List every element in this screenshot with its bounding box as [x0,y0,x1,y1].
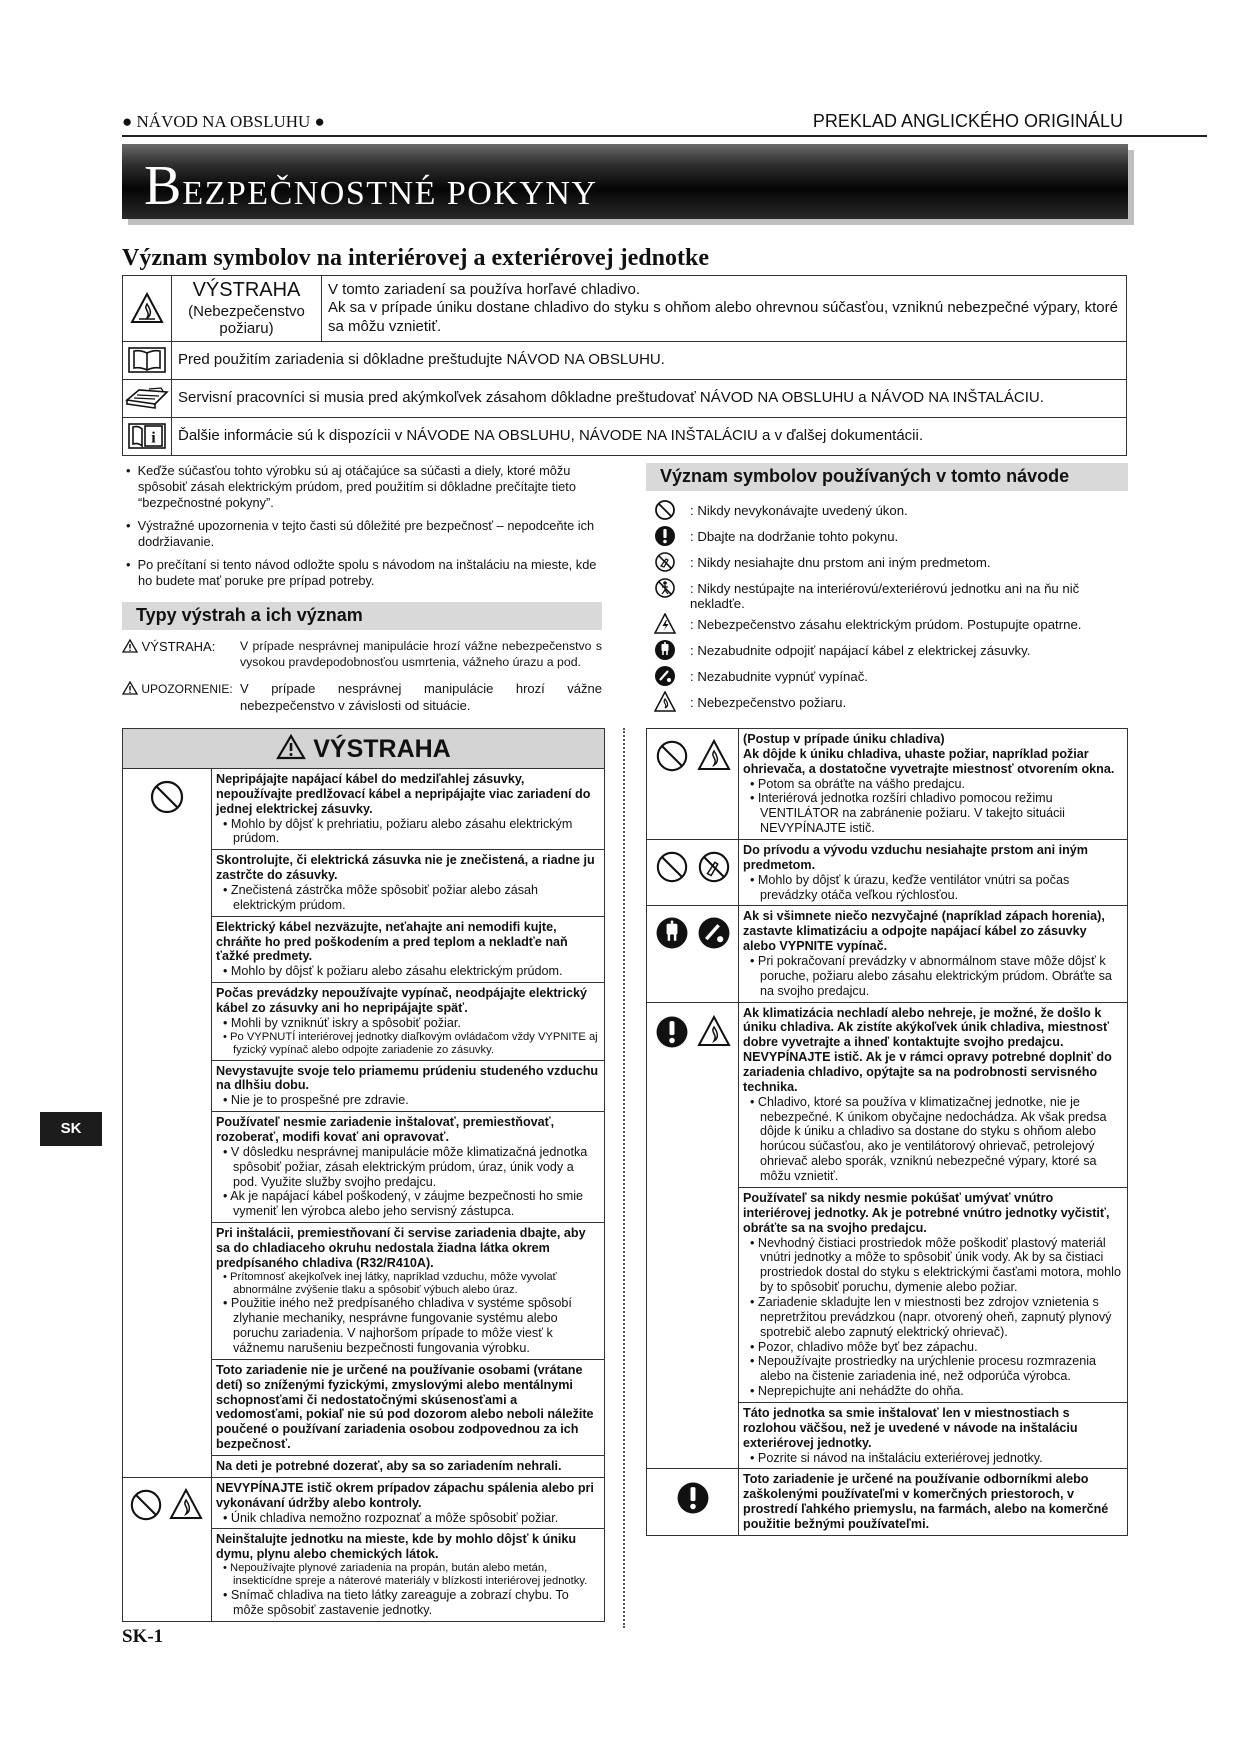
manual-symbols-title: Význam symbolov používaných v tomto návode [646,463,1128,491]
right-group1-icons [647,729,739,839]
manual-cell [123,341,172,379]
warning-item: Do prívodu a vývodu vzduchu nesiahajte prstom ani iným predmetom. • Mohlo by dôjsť k úrazu, keďže ventilátor vnútri sa počas prevádzky otáča veľkou rýchlosťou. [743,843,1088,902]
symbol-no-stepping: : Nikdy nestúpajte na interiérovú/exteriérovú jednotku ani na ňu nič nekladťe. [646,577,1128,613]
warning-box-right [646,728,1128,1536]
right-group-mandatory-fire [647,1003,1127,1470]
left-group-prohibited-fire [123,1478,604,1621]
type-caution [122,681,602,715]
fire-risk-icon [697,739,731,771]
symbol-fire-risk: : Nebezpečenstvo požiaru. [646,691,1128,717]
page-number: SK-1 [122,1626,164,1647]
warning-types [122,602,602,715]
no-fingers-icon [697,850,731,884]
prohibited-icon [129,1488,163,1522]
column-separator [623,728,625,1628]
switch-off-icon [654,665,676,687]
right-group2-items [739,840,1127,905]
type-caution-label: UPOZORNENIE: [122,681,233,698]
symbol-unplug: : Nezabudnite odpojiť napájací kábel z elektrickej zásuvky. [646,639,1128,665]
symbol-switch-off: : Nezabudnite vypnúť vypínač. [646,665,1128,691]
service-cell [123,379,172,417]
warning-item: Počas prevádzky nepoužívajte vypínač, neodpájajte elektrický kábel zo zásuvky ani ho nepripájajte späť. • Mohli by vzniknúť iskry a spôsobiť požiar. • Po VYPNUTÍ interiérovej jednotky diaľkovým ovládačom vždy VYPNITE aj fyzický vypínač alebo odpojte zariadenie zo zásuvky. [212,983,604,1060]
caution-triangle-icon [122,681,138,695]
warning-item: Na deti je potrebné dozerať, aby sa so zariadením nehrali. [216,1459,562,1474]
warning-item: Ak si všimnete niečo nezvyčajné (napríklad zápach horenia), zastavte klimatizáciu a odpojte napájací kábel zo zásuvky alebo VYPNITE vypínač. • Pri pokračovaní prevádzky v abnormálnom stave môže dôjsť k poruche, požiaru alebo zásahu elektrickým prúdom. Obráťte sa na svojho predajcu. [743,909,1112,998]
no-fingers-icon [654,551,676,573]
fire-risk-icon [654,691,676,713]
warning-item: Toto zariadenie je určené na používanie odborníkmi alebo zaškolenými používateľmi v komerčných priestoroch, v prostredí ľahkého priemyslu, na farmách, alebo na komerčné použitie bežnými používateľmi. [743,1472,1109,1531]
info-cell [123,417,172,455]
warning-types-title: Typy výstrah a ich význam [122,602,602,630]
warning-box-title: VÝSTRAHA [123,729,604,769]
type-warning [122,639,602,671]
warning-item: Používateľ sa nikdy nesmie pokúšať umývať vnútro interiérovej jednotky. Ak je potrebné vnútro jednotky vyčistiť, obráťte sa na svojho predajcu. • Nevhodný čistiaci prostriedok môže poškodiť plastový materiál vnútri jednotky a môže to spôsobiť únik vody. Ak by sa čistiaci prostriedok dostal do styku s elektrickými časťami motora, mohlo by to spôsobiť poruchu, dymenie alebo požiar. • Zariadenie skladujte len v miestnosti bez zdrojov vznietenia s nepretržitou prevádzkou (napr. otvorený oheň, zapnutý plynový spotrebič alebo zapnutý elektrický ohrievač). • Pozor, chladivo môže byť bez zápachu. • Nepoužívajte prostriedky na urýchlenie procesu rozmrazenia alebo na čistenie zariadenia iné, než odporúča výrobca. • Neprepichujte ani nehádžte do ohňa. [739,1188,1127,1403]
warning-item: Ak klimatizácia nechladí alebo nehreje, je možné, že došlo k úniku chladiva. Ak zistíte akýkoľvek únik chladiva, miestnosť dobre vyvetrajte a ihneď kontaktujte svojho predajcu. NEVYPÍNAJTE istič. Ak je v rámci opravy potrebné doplniť do zariadenia chladivo, opýtajte sa na podrobnosti servisného technika. • Chladivo, ktoré sa používa v klimatizačnej jednotke, nie je nebezpečné. K únikom obyčajne nedochádza. Ak však predsa dôjde k úniku a chladivo sa dostane do styku s ohňom alebo horúcou súčasťou, ako je ventilátorový ohrievač, petrolejový ohrievač alebo sporák, vzniknú nebezpečné výpary, ktoré sa môžu vznietiť. [739,1003,1127,1188]
prohibited-icon [149,779,185,815]
warning-label: VÝSTRAHA [192,279,301,301]
warning-item: Nevystavujte svoje telo priamemu prúdeniu studeného vzduchu na dlhšiu dobu. • Nie je to prospešné pre zdravie. [212,1061,604,1113]
info-book-icon [128,423,166,449]
warning-box-left [122,728,605,1622]
mandatory-icon [655,1015,689,1049]
warning-title-icon [276,734,306,760]
warning-item: Elektrický kábel nezväzujte, neťahajte ani nemodifi kujte, chráňte ho pred poškodením a pred teplom a nekladťe naň ťažké predmety. • Mohlo by dôjsť k požiaru alebo zásahu elektrickým prúdom. [212,917,604,983]
page-title-rest: EZPEČNOSTNÉ POKYNY [182,175,598,212]
right-group-fingers [647,840,1127,906]
fire-warning-cell [123,276,172,342]
manual-text: Pred použitím zariadenia si dôkladne preštudujte NÁVOD NA OBSLUHU. [172,341,1127,379]
left-group2-icons [123,1478,212,1621]
right-group4-icons [647,1003,739,1469]
intro-bullet-1: • Keďže súčasťou tohto výrobku sú aj otáčajúce sa súčasti a diely, ktoré môžu spôsobiť zásah elektrickým prúdom, pred použitím si dôkladne prečítajte tieto “bezpečnostné pokyny”. [126,463,576,510]
warning-item: (Postup v prípade úniku chladiva) Ak dôjde k úniku chladiva, uhaste požiar, napríklad požiar ohrievača, a dostatočne vyvetrajte miestnosť otvorením okna. • Potom sa obráťte na vášho predajcu. • Interiérová jednotka rozšíri chladivo pomocou režimu VENTILÁTOR na zabránenie požiaru. V takejto situácii NEVYPÍNAJTE istič. [743,732,1115,836]
switch-off-icon [697,916,731,950]
right-group-mandatory [647,1469,1127,1534]
prohibited-icon [655,739,689,773]
info-text: Ďalšie informácie sú k dispozícii v NÁVODE NA OBSLUHU, NÁVODE NA INŠTALÁCIU a v ďalšej dokumentácii. [172,417,1127,455]
warning-sub: (Nebezpečenstvo požiaru) [188,302,305,338]
symbol-prohibited: : Nikdy nevykonávajte uvedený úkon. [646,499,1128,525]
service-text: Servisní pracovníci si musia pred akýmkoľvek zásahom dôkladne preštudovať NÁVOD NA OBSLUHU a NÁVOD NA INŠTALÁCIU. [172,379,1127,417]
symbol-row-info [123,417,1127,455]
right-group5-icons [647,1469,739,1534]
unplug-icon [655,916,689,950]
language-tab: SK [40,1112,102,1146]
warning-label-cell [172,276,322,342]
intro-bullet-3: • Po prečítaní si tento návod odložte spolu s návodom na inštaláciu na mieste, kde ho budete mať poruke pre prípad potreby. [126,556,597,588]
symbol-electric-shock: : Nebezpečenstvo zásahu elektrickým prúdom. Postupujte opatrne. [646,613,1128,639]
right-group-leak [647,729,1127,840]
right-group3-icons [647,906,739,1001]
right-group2-icons [647,840,739,905]
warning-item: Skontrolujte, či elektrická zásuvka nie je znečistená, a riadne ju zastrčte do zásuvky. • Znečistená zástrčka môže spôsobiť požiar alebo zásah elektrickým prúdom. [212,850,604,916]
fire-risk-icon [169,1488,203,1520]
symbol-row-service [123,379,1127,417]
intro-bullet-2: • Výstražné upozornenia v tejto časti sú dôležité pre bezpečnosť – nepodceňte ich dodržiavanie. [126,517,595,549]
section-title: Význam symbolov na interiérovej a exteriérovej jednotke [122,245,709,271]
manual-header-left: ● NÁVOD NA OBSLUHU ● [122,112,325,131]
prohibited-icon [654,499,676,521]
title-banner [122,144,1128,219]
left-group1-icons [123,769,212,1477]
electric-shock-icon [654,613,676,635]
type-warning-text: V prípade nesprávnej manipulácie hrozí vážne nebezpečenstvo s vysokou pravdepodobnosťou usmrtenia, vážneho úrazu a pod. [240,638,602,669]
type-caution-text: V prípade nesprávnej manipulácie hrozí vážne nebezpečenstvo v závislosti od situácie. [240,680,602,713]
left-group2-items [212,1478,604,1621]
intro-bullets [122,463,604,596]
header-rule [122,135,1207,137]
prohibited-icon [655,850,689,884]
symbol-row-manual [123,341,1127,379]
warning-item: Toto zariadenie nie je určené na používanie osobami (vrátane detí) so zníženými fyzickými, zmyslovými alebo mentálnymi schopnosťami či nedostatočnými skúsenosťami a vedomosťami, pokiaľ nie sú pod dozorom alebo neboli náležite poučené o používaní zariadenia osobou zodpovednou za ich bezpečnosť. [212,1360,604,1456]
fire-warning-icon [130,292,164,324]
right-group4-items [739,1003,1127,1469]
symbol-row-warning [123,276,1127,342]
warning-line-2: Ak sa v prípade úniku dostane chladivo do styku s ohňom alebo ohrevnou súčasťou, vzniknú nebezpečné výpary, ktoré sa môžu vznietiť. [328,299,1118,335]
right-group1-items [739,729,1127,839]
page-title-initial: B [144,155,183,217]
fire-risk-icon [697,1015,731,1047]
book-icon [128,347,166,373]
manual-header-right: PREKLAD ANGLICKÉHO ORIGINÁLU [812,111,1123,131]
right-group-abnormal [647,906,1127,1002]
unit-symbols-table [122,275,1127,456]
warning-item: NEVYPÍNAJTE istič okrem prípadov zápachu spálenia alebo pri vykonávaní údržby alebo kontroly. • Únik chladiva nemožno rozpoznať a môže spôsobiť požiar. [212,1478,604,1530]
warning-item: Nepripájajte napájací kábel do medziľahlej zásuvky, nepoužívajte predlžovací kábel a nepripájajte viac zariadení do jednej elektrickej zásuvky. • Mohlo by dôjsť k prehriatiu, požiaru alebo zásahu elektrickým prúdom. [212,769,604,850]
warning-item: Táto jednotka sa smie inštalovať len v miestnostiach s rozlohou väčšou, než je uvedené v návode na inštaláciu exteriérovej jednotky. • Pozrite si návod na inštaláciu exteriérovej jednotky. [743,1405,1078,1465]
page-title [144,152,598,220]
warning-item: Pri inštalácii, premiestňovaní či servise zariadenia dbajte, aby sa do chladiaceho okruhu nedostala žiadna látka okrem predpísaného chladiva (R32/R410A). • Prítomnosť akejkoľvek inej látky, napríklad vzduchu, môže vyvolať abnormálne zvýšenie tlaku a spôsobiť výbuch alebo úraz. • Použitie iného než predpísaného chladiva v systéme spôsobí zlyhanie mechaniky, nesprávne fungovanie systému alebo poruchu zariadenia. V najhoršom prípade to môže viesť k vážnemu narušeniu bezpečnosti fungovania výrobku. [212,1223,604,1360]
right-group3-items [739,906,1127,1001]
right-group5-items [739,1469,1127,1534]
manual-symbols [646,463,1128,717]
warning-item: Používateľ nesmie zariadenie inštalovať, premiestňovať, rozoberať, modifi kovať ani opravovať. • V dôsledku nesprávnej manipulácie môže klimatizačná jednotka spôsobiť požiar, zásah elektrickým prúdom, úraz, únik vody a pod. Využite služby svojho predajcu. • Ak je napájací kábel poškodený, v záujme bezpečnosti ho smie vymeniť len výrobca alebo jeho servisný zástupca. [212,1112,604,1223]
info-glyph: i [151,429,156,447]
left-group1-items [212,769,604,1477]
warning-text-cell [322,276,1127,342]
service-manual-icon [125,386,169,410]
warning-item: Neinštalujte jednotku na mieste, kde by mohlo dôjsť k úniku dymu, plynu alebo chemických látok. • Nepoužívajte plynové zariadenia na propán, bután alebo metán, insekticídne spreje a náterové materiály v blízkosti interiérovej jednotky. • Snímač chladiva na tieto látky zareaguje a zobrazí chybu. To môže spôsobiť zastavenie jednotky. [216,1532,588,1617]
symbol-no-fingers: : Nikdy nesiahajte dnu prstom ani iným predmetom. [646,551,1128,577]
symbol-mandatory: : Dbajte na dodržanie tohto pokynu. [646,525,1128,551]
warning-line-1: V tomto zariadení sa používa horľavé chladivo. [328,281,641,299]
type-warning-label: VÝSTRAHA: [122,639,215,656]
mandatory-icon [676,1481,710,1515]
no-stepping-icon [654,577,676,599]
warning-triangle-icon [122,639,138,653]
unplug-icon [654,639,676,661]
mandatory-icon [654,525,676,547]
left-group-prohibited [123,769,604,1478]
